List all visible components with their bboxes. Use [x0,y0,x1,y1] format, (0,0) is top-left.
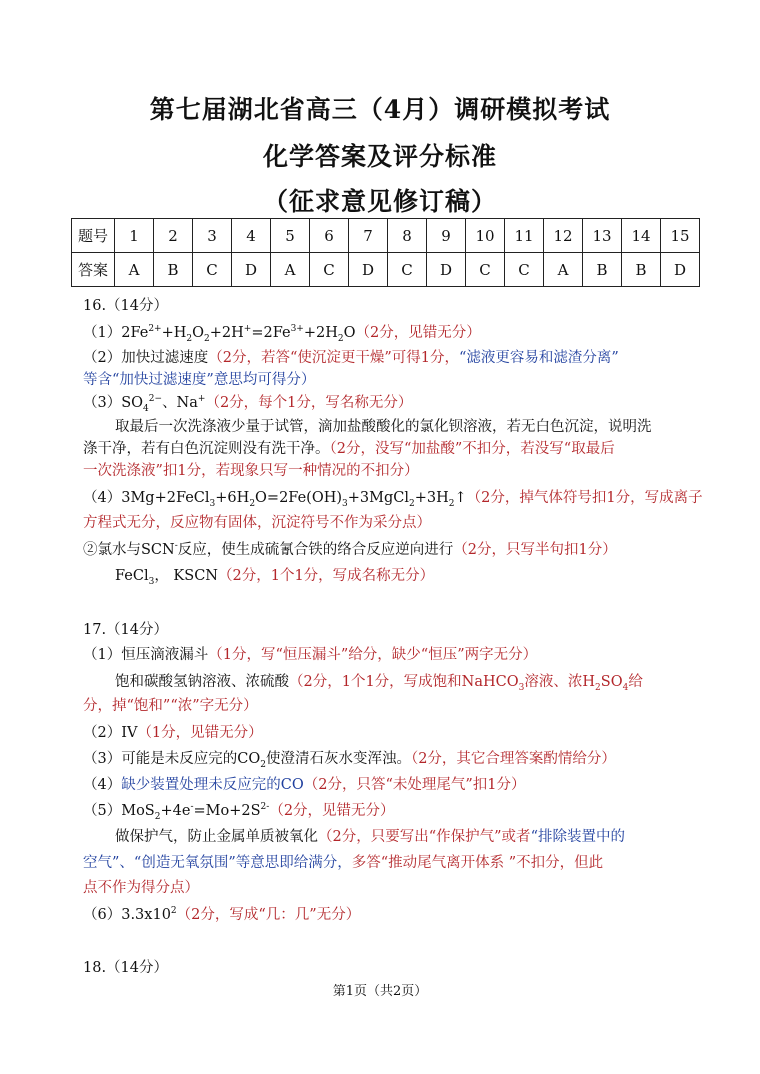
q17-line-7: $(5)MoS_2+4e^-=Mo+2S^{2-}(2$分，见错无分） [83,802,395,822]
q16-line-2: （2）加快过滤速度（2分，若答“使沉淀更干燥”可得1分，“滤液更容易和滤渣分离” [83,350,619,366]
question-number: 10 [466,219,505,253]
q17-line-11: $(6)3.3x10^2(2$分，写成“几：几”无分） [83,906,361,923]
q16-line-6: 涤干净，若有白色沉淀则没有洗干净。（2分，没写“加盐酸”不扣分，若没写“取最后 [83,441,615,457]
answer-cell: A [271,253,310,287]
q16-line-4: $(3)SO_4^{2-}$、Na+（2分，每个1分，写名称无分） [83,394,413,414]
row-label: 答案 [72,253,115,287]
row-label: 题号 [72,219,115,253]
question-number: 4 [232,219,271,253]
answer-cell: C [466,253,505,287]
q18-heading: 18.（14分） [83,960,169,976]
q16-line-5: 取最后一次洗涤液少量于试管，滴加盐酸酸化的氯化钡溶液，若无白色沉淀，说明洗 [115,419,652,435]
answer-cell: B [583,253,622,287]
answer-cell: B [622,253,661,287]
question-number: 6 [310,219,349,253]
question-number: 5 [271,219,310,253]
q17-line-2: 饱和碳酸氢钠溶液、浓硫酸（2分，1个1分，写成饱和NaHCO$_3$溶液、浓$H_2SO_4$给 [115,674,643,693]
answer-cell: B [154,253,193,287]
q17-line-10: 点不作为得分点） [83,880,199,896]
q16-line-3: 等含“加快过滤速度”意思均可得分） [83,372,316,388]
page-title: 第七届湖北省高三（4月）调研模拟考试 [149,95,611,124]
answer-cell: D [661,253,700,287]
answer-cell: D [232,253,271,287]
answer-table [71,218,700,287]
q16-line-7: 一次洗涤液”扣1分，若现象只写一种情况的不扣分） [83,463,419,479]
question-number: 9 [427,219,466,253]
q17-line-5: （3）可能是未反应完的$CO_2$使澄清石灰水变浑浊。（2分，其它合理答案酌情给分） [83,751,616,770]
q17-line-4: （2）IV（1分，见错无分） [83,725,263,741]
question-number: 11 [505,219,544,253]
q16-heading: 16.（14分） [83,298,169,314]
q17-heading: 17.（14分） [83,622,169,638]
question-number-row [72,219,700,253]
question-number: 2 [154,219,193,253]
answer-cell: D [349,253,388,287]
q17-line-3: 分，掉“饱和”“浓”字无分） [83,698,258,714]
answer-cell: C [310,253,349,287]
answer-cell: C [505,253,544,287]
q17-line-9: 空气”、“创造无氧氛围”等意思即给满分，多答“推动尾气离开体系 ”不扣分，但此 [83,855,604,871]
q16-line-10: ②氯水与SCN-反应，使生成硫氰合铁的络合反应逆向进行（2分，只写半句扣1分） [83,541,617,558]
question-number: 1 [115,219,154,253]
revision-note: （征求意见修订稿） [262,187,497,216]
answer-cell: C [388,253,427,287]
q16-line-1: $(1)2Fe^{2+}+H_2O_2+2H^+=2Fe^{3+}+2H_2O(2$分，见错无分） [83,324,481,344]
question-number: 12 [544,219,583,253]
q16-line-11: FeCl$_3$， KSCN（2分，1个1分，写成名称无分） [115,568,435,587]
question-number: 15 [661,219,700,253]
page-footer: 第1页（共2页） [332,984,428,999]
question-number: 8 [388,219,427,253]
answer-cell: C [193,253,232,287]
page-subtitle: 化学答案及评分标准 [262,142,497,171]
q16-line-9: 方程式无分，反应物有固体，沉淀符号不作为采分点） [83,515,431,531]
answer-cell: A [544,253,583,287]
q17-line-6: （4）缺少装置处理未反应完的CO（2分，只答“未处理尾气”扣1分） [83,777,526,793]
question-number: 14 [622,219,661,253]
q17-line-1: （1）恒压滴液漏斗（1分，写“恒压漏斗”给分，缺少“恒压”两字无分） [83,647,538,663]
answer-cell: A [115,253,154,287]
answer-row [72,253,700,287]
question-number: 7 [349,219,388,253]
q16-line-8: $(4)3Mg+2FeCl_3+6H_2O=2Fe(OH)_3+3MgCl_2+3H_2↑(2$分，掉气体符号扣1分，写成离子 [83,490,703,509]
question-number: 13 [583,219,622,253]
q17-line-8: 做保护气，防止金属单质被氧化（2分，只要写出“作保护气”或者“排除装置中的 [115,829,625,845]
answer-cell: D [427,253,466,287]
question-number: 3 [193,219,232,253]
